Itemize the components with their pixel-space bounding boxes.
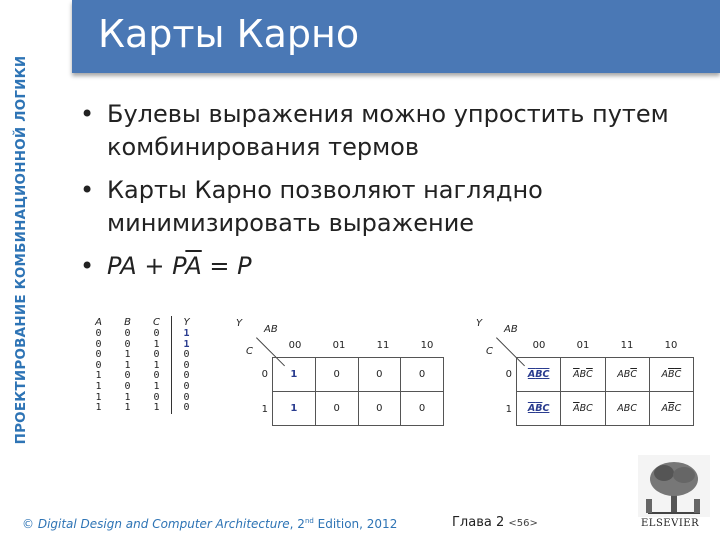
kmap-cell: 1: [273, 392, 316, 426]
kmap-row-label: 0: [505, 369, 512, 380]
truth-table-header: B: [124, 317, 131, 328]
chapter-page-indicator: [452, 515, 538, 530]
formula: [107, 252, 252, 280]
kmap-ab-label: AB: [504, 324, 518, 335]
table-cell: 1: [95, 380, 102, 392]
copyright-symbol: ©: [22, 517, 38, 531]
bullet-item-formula: [80, 250, 710, 283]
title-bar: [72, 0, 720, 73]
bullet-text: Карты Карно позволяют наглядно минимизировать выражение: [107, 176, 543, 237]
page-number: <56>: [508, 518, 538, 529]
book-title: Digital Design and Computer Architecture: [37, 517, 290, 531]
truth-table: [84, 316, 201, 414]
truth-table-header: C: [153, 317, 160, 328]
edition-superscript: nd: [304, 517, 314, 525]
table-cell: 0: [172, 371, 202, 382]
table-cell: 0: [124, 380, 131, 392]
bullet-item: [80, 98, 710, 164]
table-cell: 0: [95, 328, 102, 339]
kmap-row: [273, 358, 444, 392]
kmap-y-label: Y: [476, 318, 483, 329]
kmap-cell: $A\overline{B}\overline{C}$: [649, 358, 693, 392]
table-cell: 1: [153, 359, 160, 371]
page-title: Карты Карно: [98, 12, 360, 56]
kmap-cell: $A\overline{B}C$: [649, 392, 693, 426]
bullet-dot: •: [80, 176, 95, 204]
kmap-row: [517, 358, 694, 392]
kmap-column-label: 01: [576, 340, 590, 351]
bullet-list: [80, 98, 710, 293]
table-cell: 1: [124, 402, 131, 414]
bullet-item: [80, 174, 710, 240]
kmap-cell: 0: [315, 358, 358, 392]
table-cell: 0: [95, 359, 102, 371]
table-row: [84, 382, 201, 393]
table-row: [84, 329, 201, 340]
table-cell: 0: [124, 370, 131, 382]
table-cell: 0: [153, 349, 160, 361]
kmap-row-label: 1: [505, 404, 512, 415]
kmap-cell: 0: [358, 358, 401, 392]
table-cell: 0: [153, 370, 160, 382]
table-cell: 1: [153, 380, 160, 392]
table-cell: 0: [172, 350, 202, 361]
kmap-row: [273, 392, 444, 426]
formula-result: = P: [201, 252, 252, 280]
table-cell: 0: [172, 403, 202, 414]
table-cell: 1: [95, 402, 102, 414]
kmap-cell: 0: [401, 358, 444, 392]
kmap-grid: [272, 357, 444, 426]
table-cell: 0: [172, 393, 202, 404]
kmap-row-label: 1: [261, 404, 268, 415]
kmap-c-label: C: [486, 346, 493, 357]
kmap-cell: $AB\overline{C}$: [605, 358, 649, 392]
kmap-cell: $\overline{A}BC$: [561, 392, 605, 426]
table-cell: 1: [172, 329, 202, 340]
table-cell: 0: [124, 338, 131, 350]
section-title-text: ПРОЕКТИРОВАНИЕ КОМБИНАЦИОННОЙ ЛОГИКИ: [13, 55, 29, 445]
kmap-ab-label: AB: [264, 324, 278, 335]
kmap-cell: ABC: [517, 358, 561, 392]
kmap-y-label: Y: [236, 318, 243, 329]
kmap-cell: 0: [358, 392, 401, 426]
table-cell: 1: [124, 349, 131, 361]
kmap-column-label: 10: [420, 340, 434, 351]
table-cell: 0: [172, 382, 202, 393]
kmap-row-label: 0: [261, 369, 268, 380]
table-row: [84, 403, 201, 414]
table-cell: 1: [153, 338, 160, 350]
table-cell: 0: [172, 361, 202, 372]
kmap-grid: [516, 357, 694, 426]
kmap-column-label: 01: [332, 340, 346, 351]
kmap-column-label: 10: [664, 340, 678, 351]
table-cell: 1: [124, 359, 131, 371]
kmap-values: [234, 318, 444, 448]
truth-table-header: Y: [172, 316, 202, 329]
bullet-dot: •: [80, 252, 95, 280]
edition-text: , 2: [289, 517, 305, 531]
table-cell: 1: [153, 402, 160, 414]
table-cell: 0: [95, 338, 102, 350]
vertical-section-title: [6, 0, 36, 500]
kmap-terms: [474, 318, 694, 448]
kmap-column-label: 11: [620, 340, 634, 351]
kmap-c-label: C: [246, 346, 253, 357]
kmap-cell: $\overline{A}B\overline{C}$: [561, 358, 605, 392]
table-cell: 1: [95, 370, 102, 382]
formula-a-bar: $\overline{A}$: [185, 252, 202, 280]
truth-table-header: A: [95, 317, 102, 328]
footer-citation: [22, 517, 397, 531]
bullet-dot: •: [80, 100, 95, 128]
formula-part: PA + P: [107, 252, 186, 280]
kmap-row: [517, 392, 694, 426]
kmap-cell: ABC: [605, 392, 649, 426]
kmap-cell: 0: [315, 392, 358, 426]
table-cell: 0: [95, 349, 102, 361]
table-cell: 0: [124, 328, 131, 339]
table-cell: 1: [172, 340, 202, 351]
kmap-cell: 1: [273, 358, 316, 392]
kmap-column-label: 00: [288, 340, 302, 351]
table-cell: 0: [153, 391, 160, 403]
table-cell: 1: [124, 391, 131, 403]
kmap-cell: 0: [401, 392, 444, 426]
table-cell: 1: [95, 391, 102, 403]
edition-year: Edition, 2012: [313, 517, 398, 531]
chapter-label: Глава 2: [452, 515, 505, 530]
kmap-cell: ABC: [517, 392, 561, 426]
table-cell: 0: [153, 328, 160, 339]
elsevier-logo-text: ELSEVIER: [641, 518, 700, 529]
kmap-column-label: 11: [376, 340, 390, 351]
kmap-column-label: 00: [532, 340, 546, 351]
bullet-text: Булевы выражения можно упростить путем комбинирования термов: [107, 100, 669, 161]
